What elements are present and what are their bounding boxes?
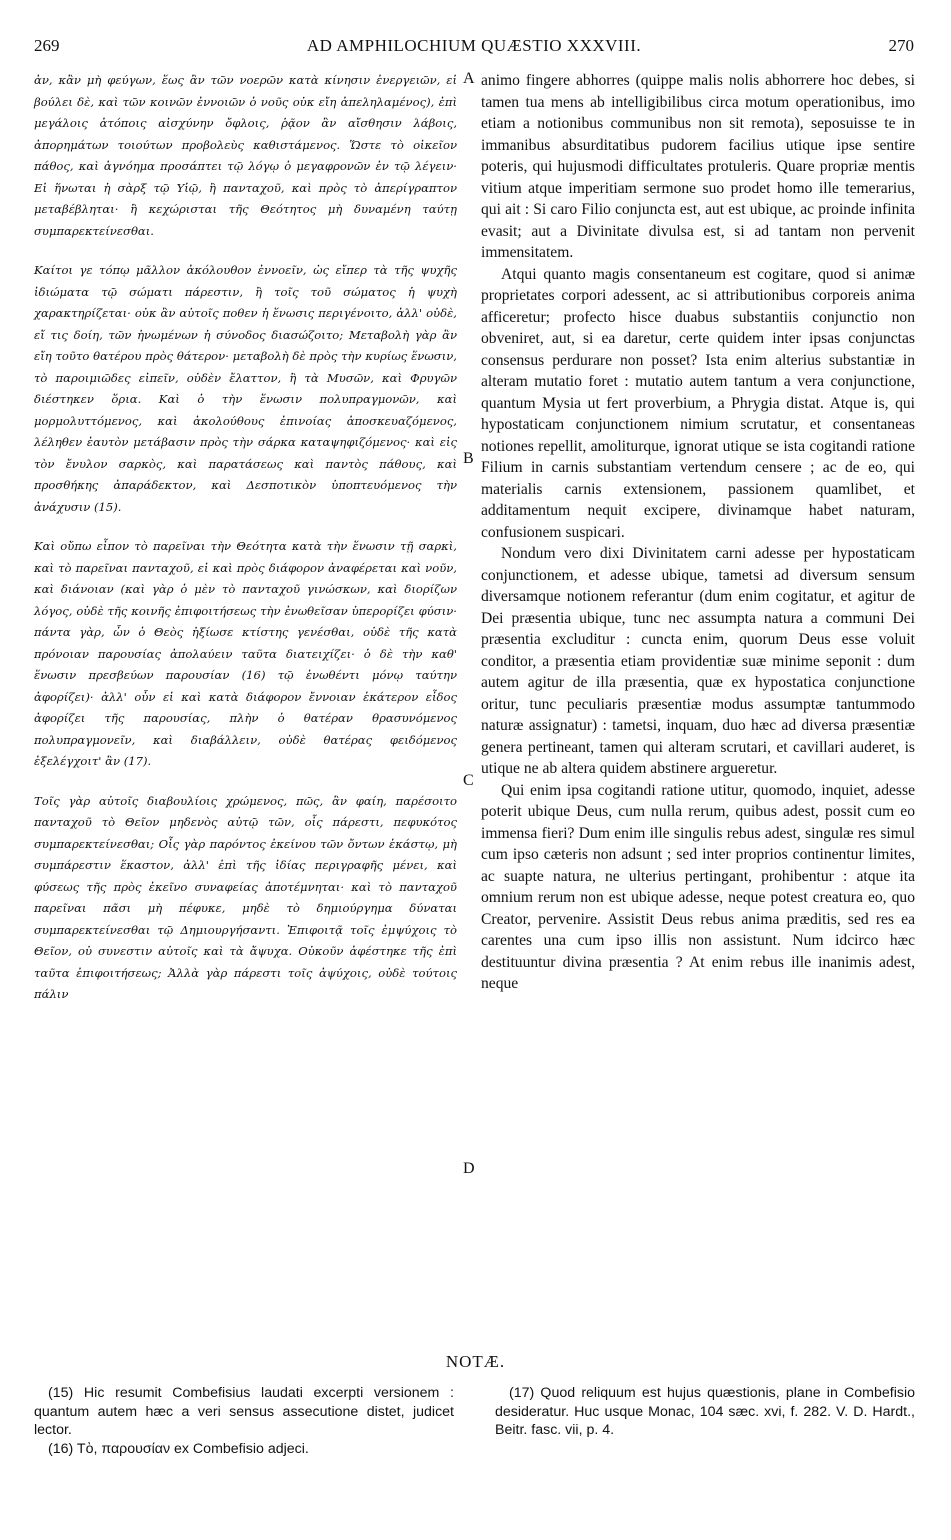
- margin-letter-c: C: [463, 772, 474, 789]
- footnote-15: (15) Hic resumit Combefisius laudati excerpti versionem : quantum autem hæc a veri sensus assecutione distet, judicet lector.: [34, 1385, 454, 1438]
- notes-right-column: [495, 1384, 915, 1440]
- greek-paragraph: ἀν, κἂν μὴ φεύγων, ἕως ἂν τῶν νοερῶν κατὰ κίνησιν ἐνεργειῶν, εἰ βούλει δὲ, καὶ τῶν κοινῶν ἐννοιῶν ὁ νοῦς οὐκ εἴη ἀπεληλαμένος), ἐπὶ μεγάλοις ἀτόποις αἰσχύνην ὄφλοις, ῥᾷον ἂν αἴσθησιν λάβοις, ἀπορημάτων τοιούτων προβολεὺς καθιστάμενος. Ὥστε τὸ οἰκεῖον πάθος, καὶ ἀγνόημα προσάπτει τῷ λόγῳ ὁ μεγαφρονῶν ἐν τῷ λέγειν· Εἰ ἥνωται ἡ σὰρξ τῷ Υἱῷ, ἢ πανταχοῦ, καὶ πρὸς τὸ ἀπερίγραπτον μεταβέβληται· ἢ κεχώρισται τῆς Θεότητος μὴ δυναμένη ταύτῃ συμπαρεκτείνεσθαι.: [34, 73, 457, 238]
- page-number-right: 270: [888, 36, 914, 55]
- page-number-left: 269: [34, 36, 60, 55]
- notes-heading: NOTÆ.: [445, 1352, 506, 1371]
- greek-paragraph: Καὶ οὔπω εἶπον τὸ παρεῖναι τὴν Θεότητα κατὰ τὴν ἕνωσιν τῇ σαρκὶ, καὶ τὸ παρεῖναι πανταχοῦ, εἰ καὶ πρὸς διάφορον ἀναφέρεται καὶ νοῦν, καὶ διάνοιαν (καὶ γὰρ ὁ μὲν τὸ πανταχοῦ γινώσκων, καὶ διορίζων λόγος, οὐδὲ τῆς κοινῆς ἐπιφοιτήσεως τὴν ἐνωθεῖσαν ὑπερορίζει φύσιν· πάντα γὰρ, ὧν ὁ Θεὸς ἠξίωσε κτίστης γενέσθαι, οὐδὲ τῆς κατὰ πρόνοιαν παρουσίας ἀπολαύειν ταῦτα διατειχίζει· ὁ δὲ τὴν καθ' ἕνωσιν πρεσβεύων παρουσίαν (16) τῷ ἑνωθέντι μόνῳ ταύτην ἀφορίζει)· ἀλλ' οὖν εἰ καὶ κατὰ διάφορον ἔννοιαν ἑκάτερον εἶδος ἀφορίζει τῆς παρουσίας, πλὴν ὁ θατέραν θρασυνόμενος πολυπραγμονεῖν, καὶ διαβάλλειν, οὐδὲ θατέρας φειδόμενος ἐξελέγχοιτ' ἂν (17).: [34, 539, 457, 768]
- latin-paragraph: Qui enim ipsa cogitandi ratione utitur, quomodo, inquiet, adesse poterit ubique Deus, cum nulla rerum, quibus adest, possit cum eo immensa fieri? Dum enim ille singulis rebus adest, singulæ res simul cum ipso cæteris non adsunt ; sed inter proprios continentur limites, ac suapte natura, ne ulterius pertingant, prohibentur : atque ita omnium rerum non est ubique adesse, neque potest creatura eo, quo Creator, pervenire. Assistit Deus rebus anima præditis, sed res ea carentes una cum ipso illis non assistunt. Num idcirco hæc destituuntur divina præsentia ? At enim rebus ille inanimis adest, neque: [481, 781, 915, 992]
- latin-paragraph: animo fingere abhorres (quippe malis nolis abhorrere hoc debes, si tamen tua mens ab intelligibilibus circa motum operationibus, imo etiam a notionibus communibus non sit remota), seposuisse te in immanibus absurditatibus pudorem facilius utique ipse sentire poteris, qui hujusmodi difficultates protuleris. Quare propriæ mentis vitium atque imperitiam sermone suo prodet homo ille temerarius, qui ait : Si caro Filio conjuncta est, aut est ubique, ac proinde infinita evasit; aut a Divinitate divulsa est, si ad tantam non pervenit immensitatem.: [481, 72, 915, 261]
- page-header: [34, 36, 914, 58]
- footnote-16: (16) Τὸ, παρουσίαν ex Combefisio adjeci.: [48, 1440, 309, 1457]
- latin-paragraph: Atqui quanto magis consentaneum est cogitare, quod si animæ proprietates corpori adessent, ac si attributionibus corporeis anima afficeretur; profecto hisce duabus substantiis conjunctio non obveniret, aut, si ea daretur, certe quidem inter ipsas conjunctas consensus perdurare non posset? Ista enim alterius substantiæ in alteram mutatio foret : mutatio autem tantum a vera conjunctione, quantum Mysia ut fert proverbium, a Phrygia distat. Atque is, qui hypostaticam conjunctionem nimium scrutatur, et consentaneas notiones repellit, amoliturque, ignorat utique se ista cogitandi ratione Filium in carnis substantiam vertendum censere ; ac de eo, qui materialis carnis extensionem, passionem quamlibet, et additamentum nequit excipere, divinamque habet naturam, confusionem suspicari.: [481, 265, 915, 541]
- margin-letter-d: D: [463, 1160, 475, 1177]
- greek-paragraph: Καίτοι γε τόπῳ μᾶλλον ἀκόλουθον ἐννοεῖν, ὡς εἴπερ τὰ τῆς ψυχῆς ἰδιώματα τῷ σώματι πάρεστιν, ἢ τοῖς τοῦ σώματος ἡ ψυχὴ χαρακτηρίζεται· οὐκ ἂν αὐτοῖς ποθεν ἡ ἕνωσις περιγένοιτο, ἀλλ' οὐδὲ, εἴ τις δοίη, τῶν ἡνωμένων ἡ σύνοδος διασώζοιτο; Μεταβολὴ γὰρ ἂν εἴη τοῦτο θατέρου πρὸς θάτερον· μεταβολὴ δὲ πρὸς τὴν κυρίως ἕνωσιν, τὸ παροιμιῶδες εἰπεῖν, οὐδὲν ἔλαττον, ἢ τὰ Μυσῶν, καὶ Φρυγῶν διέστηκεν ὅρια. Καὶ ὁ τὴν ἕνωσιν πολυπραγμονῶν, καὶ μορμολυττόμενος, καὶ ἀκολούθους ἐπινοίας ἀποσκευαζόμενος, λέληθεν ἑαυτὸν μετάβασιν πρὸς τὴν σάρκα καταψηφιζόμενος· καὶ εἰς τὸν ἔνυλον σαρκὸς, καὶ παρατάσεως καὶ παντὸς πάθους, καὶ προσθήκης ἀπαράδεκτον, καὶ Δεσποτικὸν ὑποπτευόμενος τὴν ἀνάχυσιν (15).: [34, 263, 457, 514]
- margin-letter-a: A: [463, 70, 475, 87]
- greek-column: [34, 70, 457, 1006]
- footnote-17: (17) Quod reliquum est hujus quæstionis, plane in Combefisio desideratur. Huc usque Monac, 104 sæc. xvi, f. 282. V. D. Hardt., Beitr. fasc. vii, p. 4.: [495, 1385, 915, 1438]
- margin-letter-b: B: [463, 450, 474, 467]
- running-title: AD AMPHILOCHIUM QUÆSTIO XXXVIII.: [306, 36, 642, 55]
- latin-paragraph: Nondum vero dixi Divinitatem carni adesse per hypostaticam conjunctionem, et adesse ubique, tametsi ad diversum sensum diversamque notionem referantur (dum enim cogitatur, et agitur de Dei præsentia ubique, tunc nec assumpta natura a communi Dei præsentia excluditur : cuncta enim, quorum Deus esse voluit conditor, a præsentia etiam providentiæ suæ minime seponit : dum autem agitur de illa præsentia, quæ ex hypostatica conjunctione oritur, tunc peculiaris præsentiæ modus assumptæ tantummodo naturæ assignatur) : tametsi, inquam, duo hæc ad diversa præsentiæ genera pertineant, tamen qui alteram scrutari, et cavillari auderet, is utique ne ab altera quidem abstinere argueretur.: [481, 545, 915, 777]
- notes-left-column: [34, 1384, 454, 1458]
- greek-paragraph: Τοῖς γὰρ αὐτοῖς διαβουλίοις χρώμενος, πῶς, ἂν φαίη, παρέσοιτο πανταχοῦ τὸ Θεῖον μηδενὸς αὐτῷ τῶν, οἷς πάρεστι, πεφυκότος συμπαρεκτείνεσθαι; Οἷς γὰρ παρόντος ἐκείνου τῶν ὄντων ἑκάστῳ, μὴ συμπάρεστιν ἕκαστον, ἀλλ' ἐπὶ τῆς ἰδίας περιγραφῆς μένει, καὶ φύσεως τῆς πρὸς ἐκεῖνο συναφείας ἀποτέμνηται· καὶ τὸ πανταχοῦ παρεῖναι πᾶσι μὴ πέφυκε, μηδὲ τὸ δημιούργημα δύναται συμπαρεκτείνεσθαι τῷ Δημιουργήσαντι. Ἐπιφοιτᾷ τοῖς ἐμψύχοις τὸ Θεῖον, οὐ συνεστιν αὐτοῖς καὶ τὰ ἄψυχα. Οὐκοῦν ἀφέστηκε τῆς ἐπὶ ταῦτα ἐπιφοιτήσεως; Ἀλλὰ γὰρ πάρεστι τοῖς ἀψύχοις, οὐδὲ τούτοις πάλιν: [34, 793, 457, 1001]
- latin-column: [481, 70, 915, 995]
